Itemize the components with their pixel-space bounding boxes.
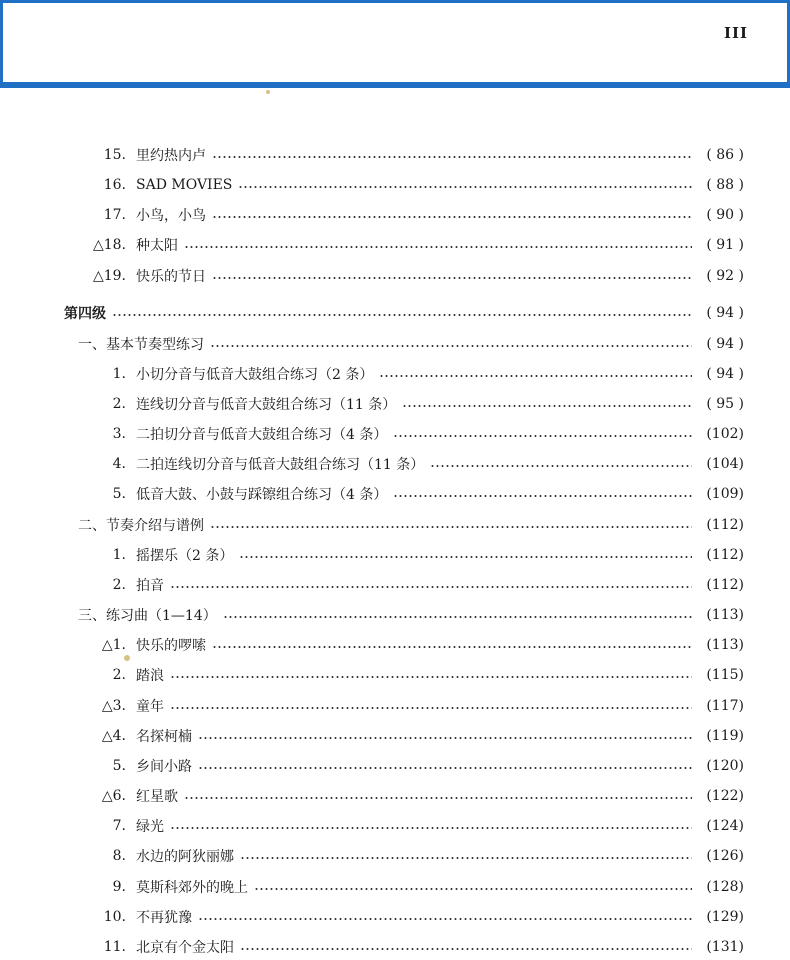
entry-number: 8. bbox=[112, 848, 126, 864]
entry-page: (124) bbox=[706, 818, 744, 834]
dot-leader bbox=[212, 277, 692, 279]
toc-entry bbox=[90, 634, 744, 656]
dot-leader bbox=[239, 556, 692, 558]
toc-entry bbox=[90, 423, 744, 445]
entry-page: ( 94 ) bbox=[706, 366, 744, 382]
toc-entry bbox=[90, 265, 744, 287]
entry-page: ( 88 ) bbox=[706, 177, 744, 193]
dot-leader bbox=[254, 888, 692, 890]
entry-page: (119) bbox=[706, 728, 744, 744]
toc-entry bbox=[90, 234, 744, 256]
dot-leader bbox=[112, 314, 692, 316]
dot-leader bbox=[212, 646, 692, 648]
entry-title: 连线切分音与低音大鼓组合练习（11 条） bbox=[136, 397, 397, 413]
entry-number: △6. bbox=[101, 788, 126, 804]
entry-page: (131) bbox=[706, 939, 744, 955]
dot-leader bbox=[393, 495, 692, 497]
entry-number: 2. bbox=[112, 396, 126, 412]
entry-page: (102) bbox=[706, 426, 744, 442]
dot-leader bbox=[170, 827, 692, 829]
dot-leader bbox=[210, 526, 692, 528]
entry-title: 童年 bbox=[136, 699, 164, 715]
toc-section-heading bbox=[78, 333, 744, 355]
entry-page: ( 95 ) bbox=[706, 396, 744, 412]
entry-number: △19. bbox=[92, 268, 126, 284]
toc-entry bbox=[90, 785, 744, 807]
entry-page: (115) bbox=[706, 667, 744, 683]
entry-number: 1. bbox=[112, 547, 126, 563]
entry-number: 7. bbox=[112, 818, 126, 834]
dot-leader bbox=[170, 707, 692, 709]
dot-leader bbox=[212, 156, 692, 158]
page-header-frame bbox=[0, 0, 790, 86]
entry-page: ( 94 ) bbox=[706, 305, 744, 321]
entry-title: 绿光 bbox=[136, 819, 164, 835]
entry-title: 名探柯楠 bbox=[136, 729, 192, 745]
toc-entry bbox=[90, 755, 744, 777]
toc-section-heading bbox=[78, 604, 744, 626]
entry-number: △1. bbox=[101, 637, 126, 653]
entry-page: ( 90 ) bbox=[706, 207, 744, 223]
dot-leader bbox=[198, 767, 692, 769]
page-number: III bbox=[723, 24, 748, 42]
entry-number: 15. bbox=[103, 147, 126, 163]
entry-title: 摇摆乐（2 条） bbox=[136, 548, 234, 564]
entry-number: 4. bbox=[112, 456, 126, 472]
entry-page: (126) bbox=[706, 848, 744, 864]
entry-title: 快乐的啰嗦 bbox=[136, 638, 206, 654]
entry-number: △18. bbox=[92, 237, 126, 253]
entry-title: 二拍连线切分音与低音大鼓组合练习（11 条） bbox=[136, 457, 425, 473]
toc-entry bbox=[90, 936, 744, 958]
dot-leader bbox=[170, 586, 692, 588]
entry-page: (112) bbox=[706, 517, 744, 533]
entry-number: △3. bbox=[101, 698, 126, 714]
entry-title: 踏浪 bbox=[136, 668, 164, 684]
toc-entry bbox=[90, 483, 744, 505]
entry-page: (113) bbox=[706, 607, 744, 623]
toc-entry bbox=[90, 906, 744, 928]
entry-page: (129) bbox=[706, 909, 744, 925]
entry-number: △4. bbox=[101, 728, 126, 744]
toc-entry bbox=[90, 544, 744, 566]
entry-title: 不再犹豫 bbox=[136, 910, 192, 926]
entry-title: 二拍切分音与低音大鼓组合练习（4 条） bbox=[136, 427, 388, 443]
dot-leader bbox=[240, 857, 692, 859]
dot-leader bbox=[238, 186, 692, 188]
toc-entry bbox=[90, 845, 744, 867]
level-title: 第四级 bbox=[64, 306, 106, 322]
entry-number: 5. bbox=[112, 486, 126, 502]
toc-entry bbox=[90, 204, 744, 226]
entry-title: 水边的阿狄丽娜 bbox=[136, 849, 234, 865]
entry-title: 小切分音与低音大鼓组合练习（2 条） bbox=[136, 367, 374, 383]
toc-entry bbox=[90, 363, 744, 385]
dot-leader bbox=[393, 435, 692, 437]
entry-page: ( 94 ) bbox=[706, 336, 744, 352]
toc-entry bbox=[90, 574, 744, 596]
dot-leader bbox=[240, 948, 692, 950]
entry-page: (117) bbox=[706, 698, 744, 714]
dot-leader bbox=[210, 345, 692, 347]
toc-entry bbox=[90, 174, 744, 196]
entry-number: 9. bbox=[112, 879, 126, 895]
dot-leader bbox=[212, 216, 692, 218]
entry-title: 红星歌 bbox=[136, 789, 178, 805]
entry-number: 5. bbox=[112, 758, 126, 774]
entry-number: 2. bbox=[112, 667, 126, 683]
entry-title: 低音大鼓、小鼓与踩镲组合练习（4 条） bbox=[136, 487, 388, 503]
toc-section-heading bbox=[78, 514, 744, 536]
dot-leader bbox=[184, 246, 692, 248]
entry-page: (128) bbox=[706, 879, 744, 895]
paper-speck bbox=[266, 90, 270, 94]
entry-title: 快乐的节日 bbox=[136, 269, 206, 285]
entry-page: (122) bbox=[706, 788, 744, 804]
entry-page: (120) bbox=[706, 758, 744, 774]
entry-number: 3. bbox=[112, 426, 126, 442]
toc-entry bbox=[90, 453, 744, 475]
toc-entry bbox=[90, 725, 744, 747]
dot-leader bbox=[379, 375, 692, 377]
toc-entry bbox=[90, 876, 744, 898]
entry-page: (112) bbox=[706, 577, 744, 593]
entry-title: 拍音 bbox=[136, 578, 164, 594]
entry-page: (104) bbox=[706, 456, 744, 472]
toc-level-heading bbox=[64, 302, 744, 324]
entry-number: 1. bbox=[112, 366, 126, 382]
entry-title: 北京有个金太阳 bbox=[136, 940, 234, 956]
entry-title: 乡间小路 bbox=[136, 759, 192, 775]
entry-title: 种太阳 bbox=[136, 238, 178, 254]
dot-leader bbox=[198, 737, 692, 739]
entry-title: SAD MOVIES bbox=[136, 177, 233, 193]
toc-entry bbox=[90, 815, 744, 837]
entry-page: (112) bbox=[706, 547, 744, 563]
toc-entry bbox=[90, 695, 744, 717]
entry-page: (109) bbox=[706, 486, 744, 502]
dot-leader bbox=[402, 405, 692, 407]
entry-title: 莫斯科郊外的晚上 bbox=[136, 880, 248, 896]
dot-leader bbox=[198, 918, 692, 920]
entry-number: 11. bbox=[103, 939, 126, 955]
entry-page: ( 92 ) bbox=[706, 268, 744, 284]
toc-entry bbox=[90, 144, 744, 166]
dot-leader bbox=[430, 465, 692, 467]
dot-leader bbox=[170, 676, 692, 678]
toc-entry bbox=[90, 664, 744, 686]
entry-number: 17. bbox=[103, 207, 126, 223]
entry-number: 2. bbox=[112, 577, 126, 593]
section-title: 二、节奏介绍与谱例 bbox=[78, 518, 204, 534]
entry-page: (113) bbox=[706, 637, 744, 653]
entry-number: 16. bbox=[103, 177, 126, 193]
toc-entry bbox=[90, 393, 744, 415]
dot-leader bbox=[184, 797, 692, 799]
header-rule bbox=[0, 82, 790, 88]
entry-page: ( 91 ) bbox=[706, 237, 744, 253]
entry-title: 里约热内卢 bbox=[136, 148, 206, 164]
entry-page: ( 86 ) bbox=[706, 147, 744, 163]
entry-number: 10. bbox=[103, 909, 126, 925]
section-title: 三、练习曲（1—14） bbox=[78, 608, 217, 624]
entry-title: 小鸟，小鸟 bbox=[136, 208, 206, 224]
section-title: 一、基本节奏型练习 bbox=[78, 337, 204, 353]
dot-leader bbox=[223, 616, 692, 618]
